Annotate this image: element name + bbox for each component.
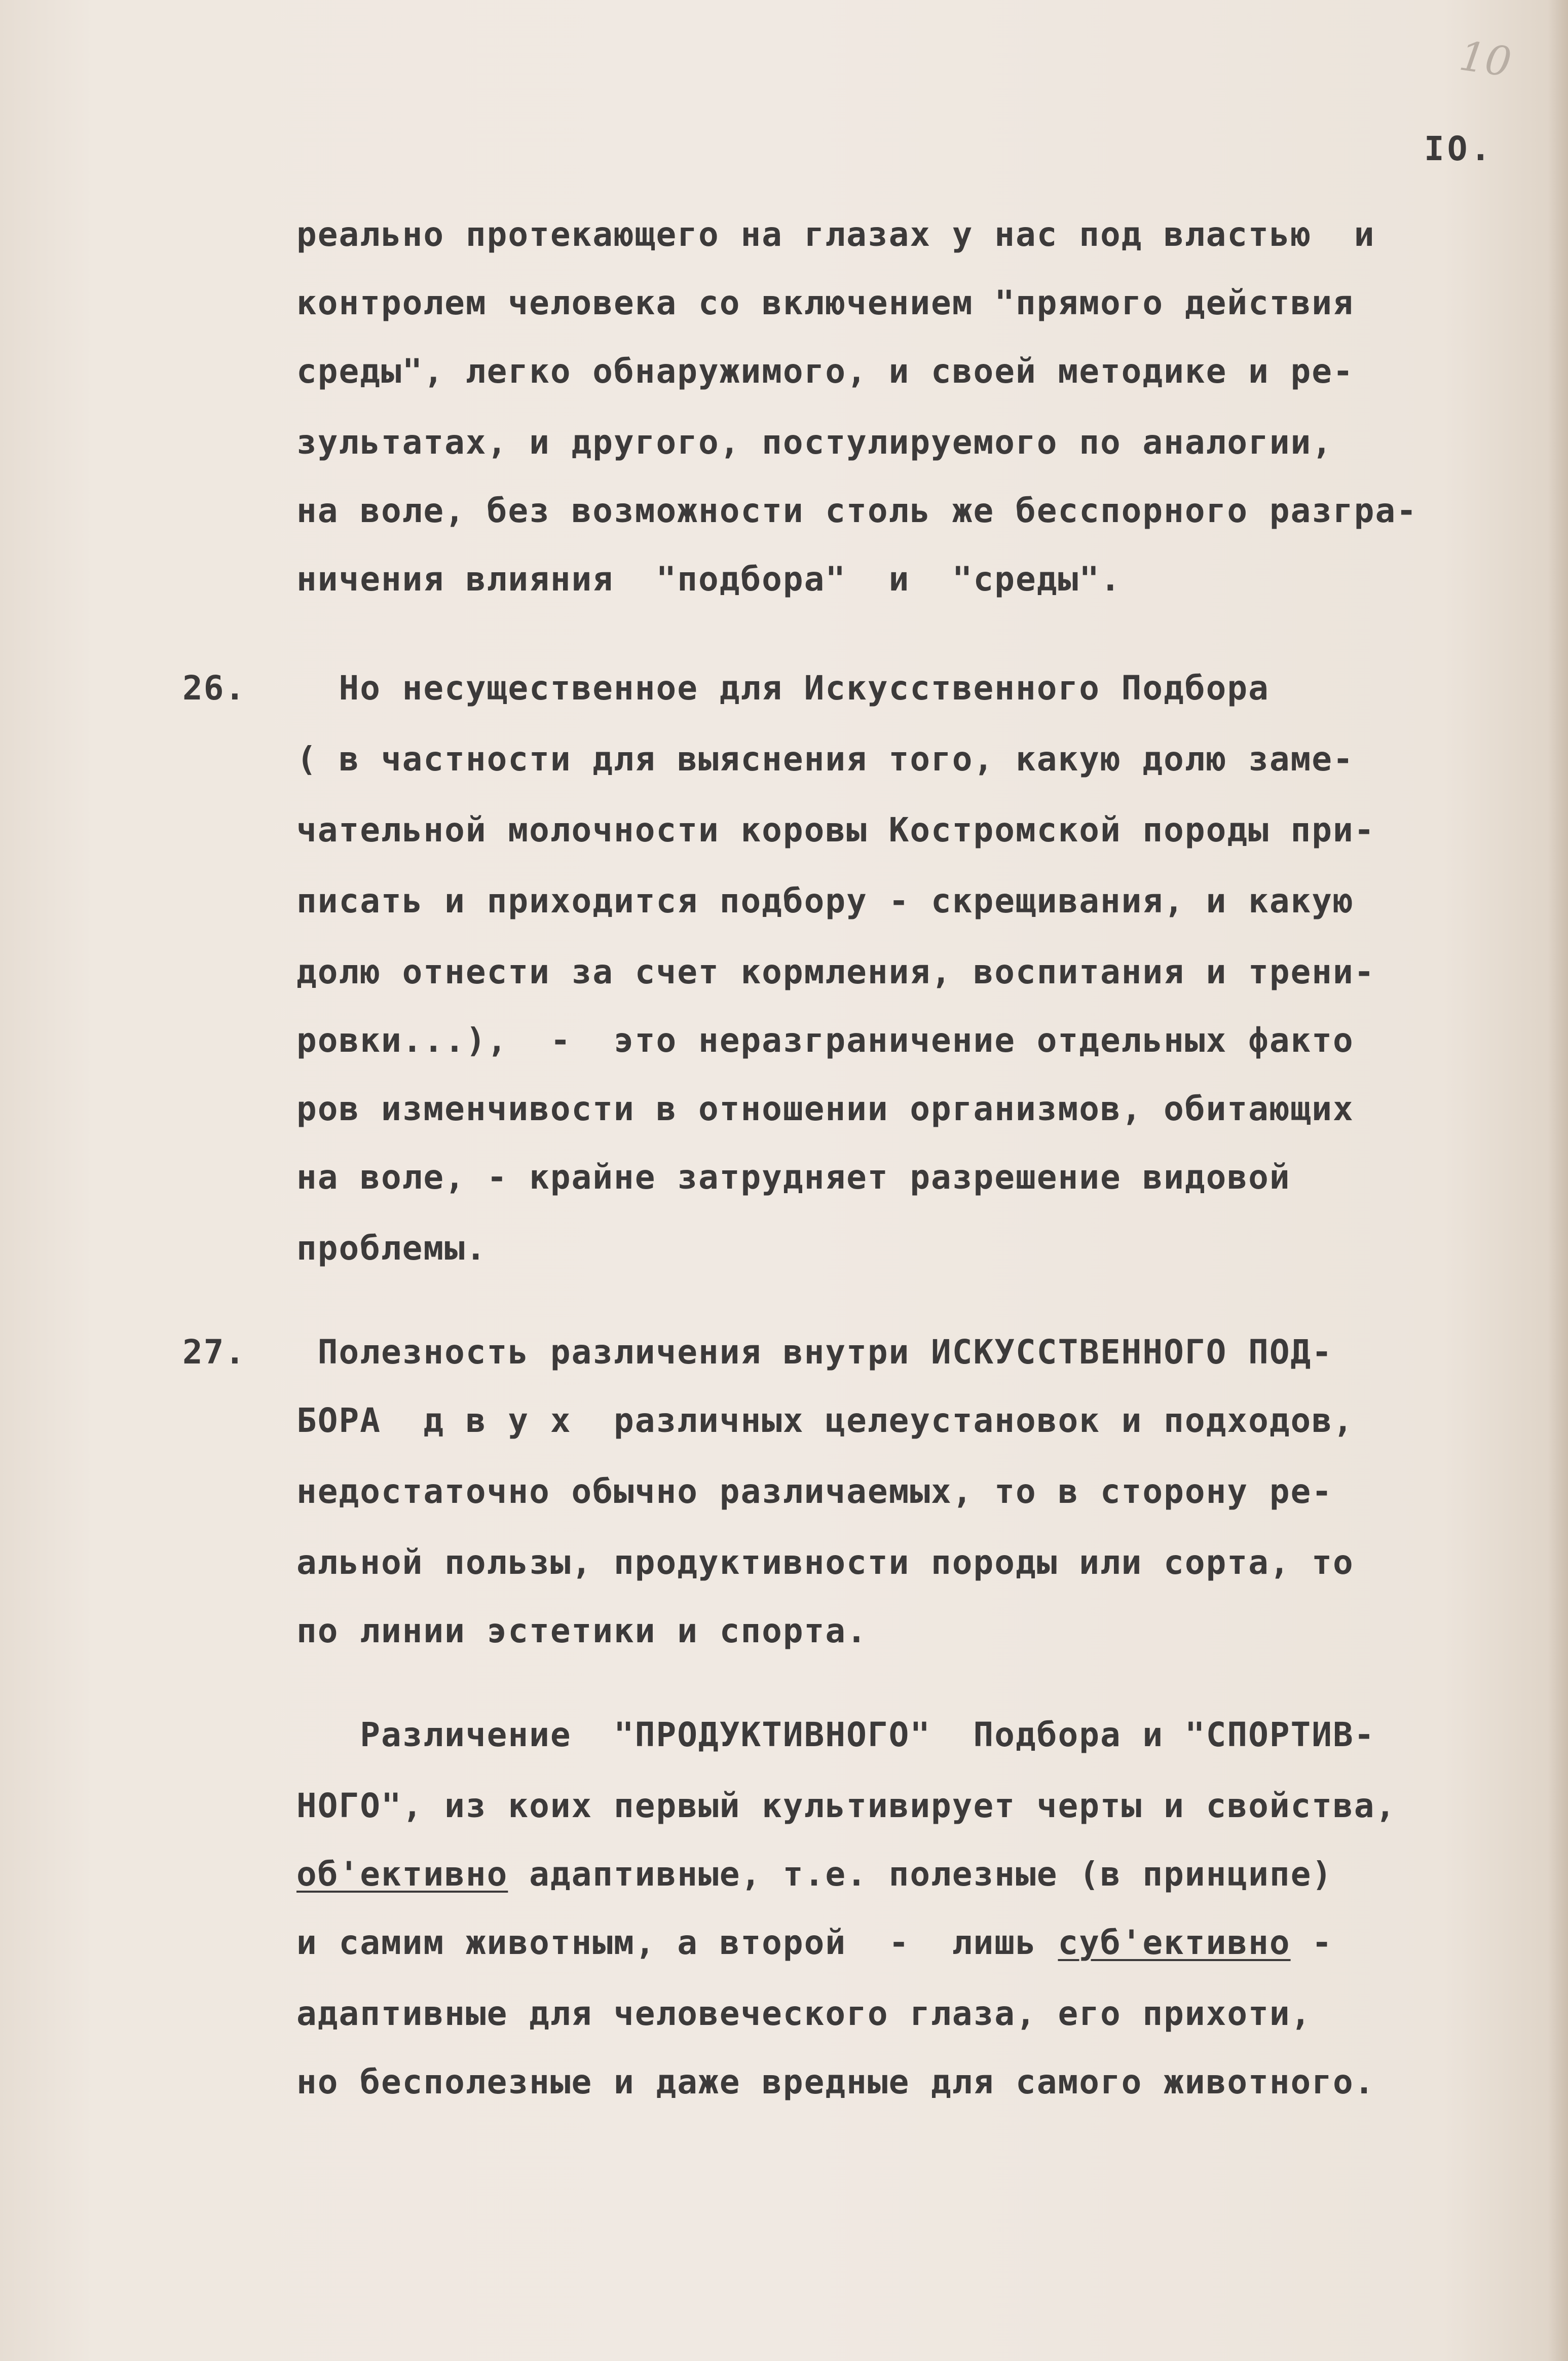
text-line-underlined <box>296 1923 1333 1962</box>
page-edge-shadow <box>1548 0 1568 2361</box>
underlined-word: суб'ективно <box>1058 1923 1291 1962</box>
text-line: Полезность различения внутри ИСКУССТВЕННОГО ПОД- <box>296 1333 1333 1372</box>
text-line: Различение "ПРОДУКТИВНОГО" Подбора и "СПОРТИВ- <box>296 1715 1375 1754</box>
text-line: недостаточно обычно различаемых, то в сторону ре- <box>296 1472 1333 1511</box>
text-line: контролем человека со включением "прямого действия <box>296 283 1354 322</box>
text-line: НОГО", из коих первый культивирует черты и свойства, <box>296 1786 1397 1825</box>
text-line: БОРА д в у х различных целеустановок и подходов, <box>296 1401 1354 1440</box>
page-number: IO. <box>1424 129 1494 168</box>
text-line: долю отнести за счет кормления, воспитания и трени- <box>296 952 1375 991</box>
text-line: ров изменчивости в отношении организмов, обитающих <box>296 1089 1354 1128</box>
text-line: на воле, без возможности столь же бесспорного разгра- <box>296 491 1417 530</box>
text-line: писать и приходится подбору - скрещивания, и какую <box>296 881 1354 920</box>
underlined-word: об'ективно <box>296 1855 508 1894</box>
text-line: Но несущественное для Искусственного Подбора <box>296 669 1270 708</box>
text-line: адаптивные для человеческого глаза, его прихоти, <box>296 1994 1312 2033</box>
text-line-underlined <box>296 1855 1333 1894</box>
paragraph-number-27: 27. <box>182 1333 246 1372</box>
text-line: чательной молочности коровы Костромской породы при- <box>296 810 1375 850</box>
text-line: но бесполезные и даже вредные для самого животного. <box>296 2062 1375 2101</box>
text-line: по линии эстетики и спорта. <box>296 1611 868 1650</box>
text-line: ничения влияния "подбора" и "среды". <box>296 560 1122 599</box>
text-line: на воле, - крайне затрудняет разрешение видовой <box>296 1158 1291 1197</box>
text-line: реально протекающего на глазах у нас под властью и <box>296 215 1375 254</box>
line-tail: - <box>1290 1923 1333 1962</box>
paragraph-number-26: 26. <box>182 669 246 708</box>
text-line: зультатах, и другого, постулируемого по аналогии, <box>296 423 1333 462</box>
text-line: среды", легко обнаружимого, и своей методике и ре- <box>296 352 1354 391</box>
text-line: ( в частности для выяснения того, какую долю заме- <box>296 740 1354 779</box>
line-rest: адаптивные, т.е. полезные (в принципе) <box>508 1855 1333 1894</box>
text-line: альной пользы, продуктивности породы или сорта, то <box>296 1543 1354 1582</box>
pencil-page-mark: 10 <box>1457 32 1514 86</box>
text-line: проблемы. <box>296 1229 487 1268</box>
text-line: ровки...), - это неразграничение отдельных факто <box>296 1021 1354 1060</box>
line-start: и самим животным, а второй - лишь <box>296 1923 1058 1962</box>
